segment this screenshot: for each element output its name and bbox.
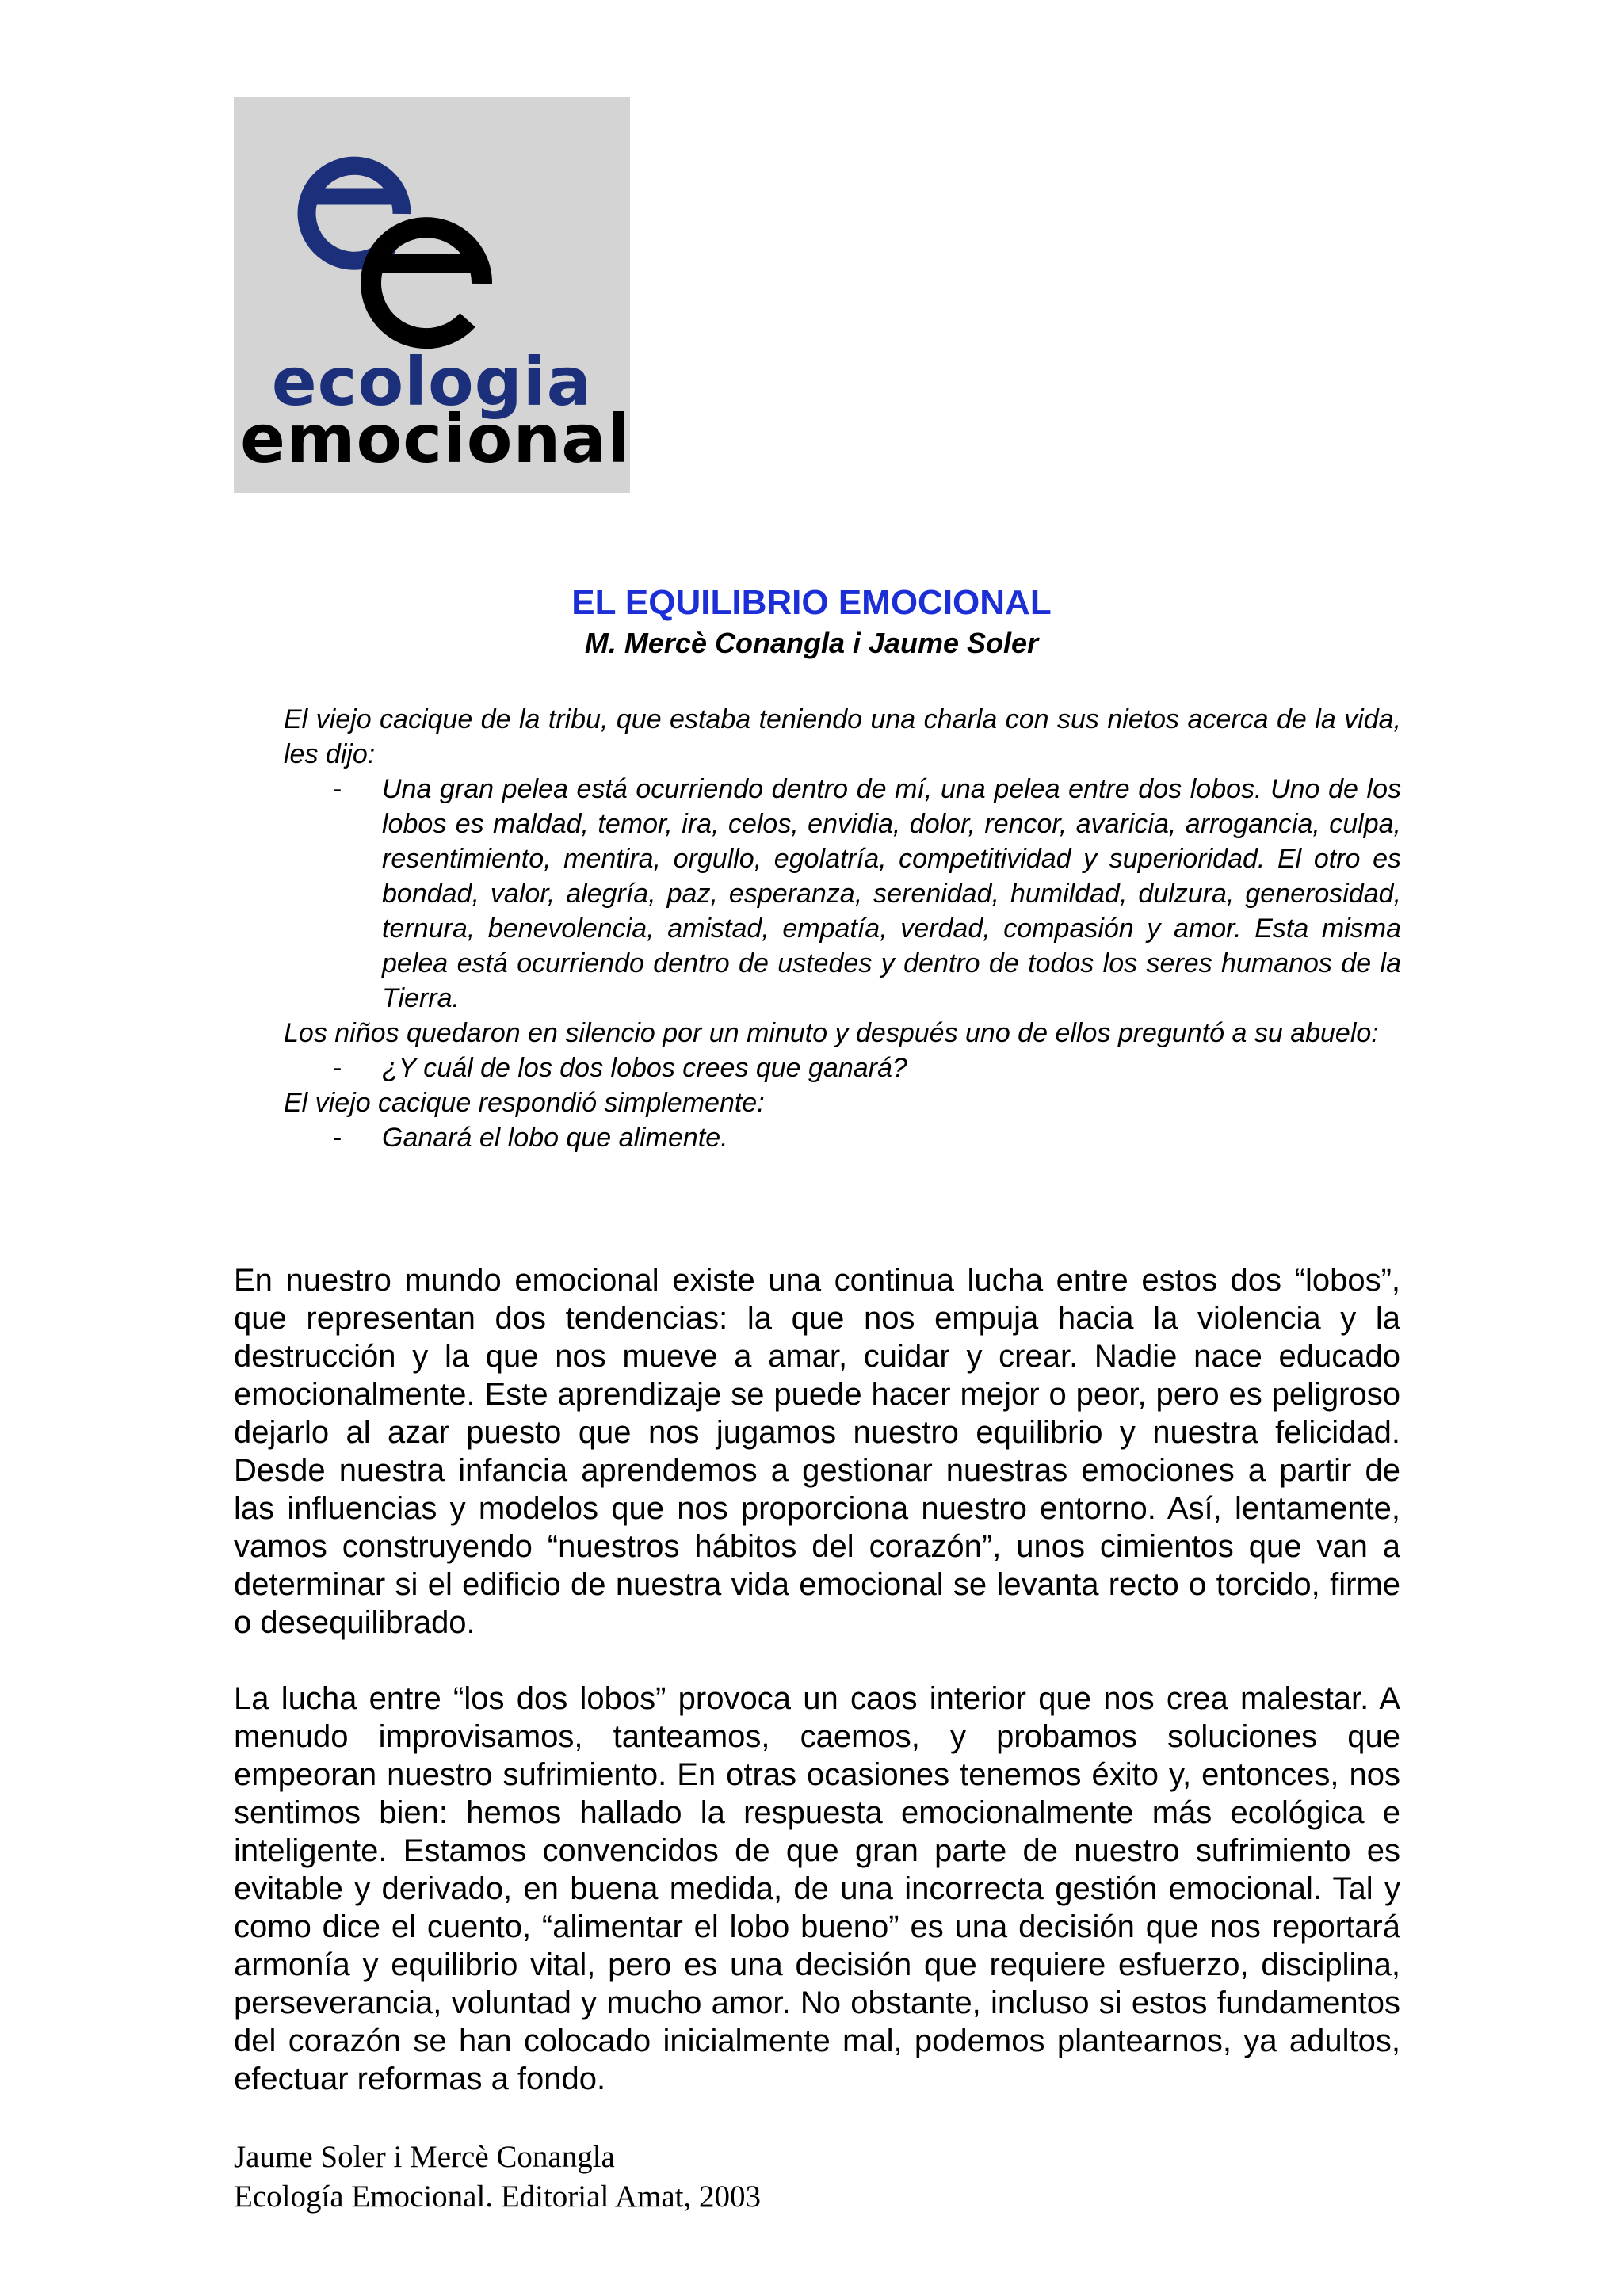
document-authors: M. Mercè Conangla i Jaume Soler — [584, 627, 1039, 659]
body-paragraph-1: En nuestro mundo emocional existe una continua lucha entre estos dos “lobos”, que representan dos tendencias: la que nos empuja hacia la violencia y la destrucción y la que nos mueve a amar, cuidar y crear. Nadie nace educado emocionalmente. Este aprendizaje se puede hacer mejor o peor, pero es peligroso dejarlo al azar puesto que nos jugamos nuestro equilibrio y nuestra felicidad. Desde nuestra infancia aprendemos a gestionar nuestras emociones a partir de las influencias y modelos que nos proporciona nuestro entorno. Así, lentamente, vamos construyendo “nuestros hábitos del corazón”, unos cimientos que van a determinar si el edificio de nuestra vida emocional se levanta recto o torcido, firme o desequilibrado. — [234, 1263, 1400, 1640]
dash-bullet: - — [333, 1123, 342, 1153]
story-quote-1 — [284, 772, 1401, 1016]
logo-black-e — [370, 227, 482, 338]
body-text — [234, 1261, 1400, 2136]
logo-word-ecologia: ecologia — [271, 343, 593, 421]
story-quote-2-text: ¿Y cuál de los dos lobos crees que ganará? — [382, 1053, 907, 1083]
ee-monogram-icon — [234, 97, 630, 358]
citation-source: Ecología Emocional. Editorial Amat, 2003 — [234, 2180, 762, 2214]
story-narration-1: Los niños quedaron en silencio por un minuto y después uno de ellos preguntó a su abuelo: — [284, 1018, 1379, 1048]
logo — [234, 97, 630, 493]
dash-bullet: - — [333, 1053, 342, 1083]
story-quote-1-text: Una gran pelea está ocurriendo dentro de mí, una pelea entre dos lobos. Uno de los lobos es maldad, temor, ira, celos, envidia, dolor, rencor, avaricia, arrogancia, culpa, resentimiento, mentira, orgullo, egolatría, competitividad y superioridad. El otro es bondad, valor, alegría, paz, esperanza, serenidad, humildad, dulzura, generosidad, ternura, benevolencia, amistad, empatía, verdad, compasión y amor. Esta misma pelea está ocurriendo dentro de ustedes y dentro de todos los seres humanos de la Tierra. — [382, 774, 1401, 1013]
story-quote-3 — [284, 1120, 1401, 1155]
story-intro: El viejo cacique de la tribu, que estaba teniendo una charla con sus nietos acerca de la vida, les dijo: — [284, 704, 1401, 769]
document-title: EL EQUILIBRIO EMOCIONAL — [571, 583, 1052, 622]
logo-word-emocional: emocional — [240, 400, 631, 478]
body-paragraph-2: La lucha entre “los dos lobos” provoca un caos interior que nos crea malestar. A menudo improvisamos, tanteamos, caemos, y probamos soluciones que empeoran nuestro sufrimiento. En otras ocasiones tenemos éxito y, entonces, nos sentimos bien: hemos hallado la respuesta emocionalmente más ecológica e inteligente. Estamos convencidos de que gran parte de nuestro sufrimiento es evitable y derivado, en buena medida, de una incorrecta gestión emocional. Tal y como dice el cuento, “alimentar el lobo bueno” es una decisión que nos reportará armonía y equilibrio vital, pero es una decisión que requiere esfuerzo, disciplina, perseverancia, voluntad y mucho amor. No obstante, incluso si estos fundamentos del corazón se han colocado inicialmente mal, podemos plantearnos, ya adultos, efectuar reformas a fondo. — [234, 1681, 1400, 2096]
story-quote-2 — [284, 1051, 1401, 1085]
story-quote-3-text: Ganará el lobo que alimente. — [382, 1123, 728, 1153]
citation — [234, 2138, 761, 2217]
dash-bullet: - — [333, 774, 342, 804]
citation-authors: Jaume Soler i Mercè Conangla — [234, 2140, 615, 2174]
story-narration-2: El viejo cacique respondió simplemente: — [284, 1088, 765, 1118]
story-block — [284, 702, 1401, 1155]
